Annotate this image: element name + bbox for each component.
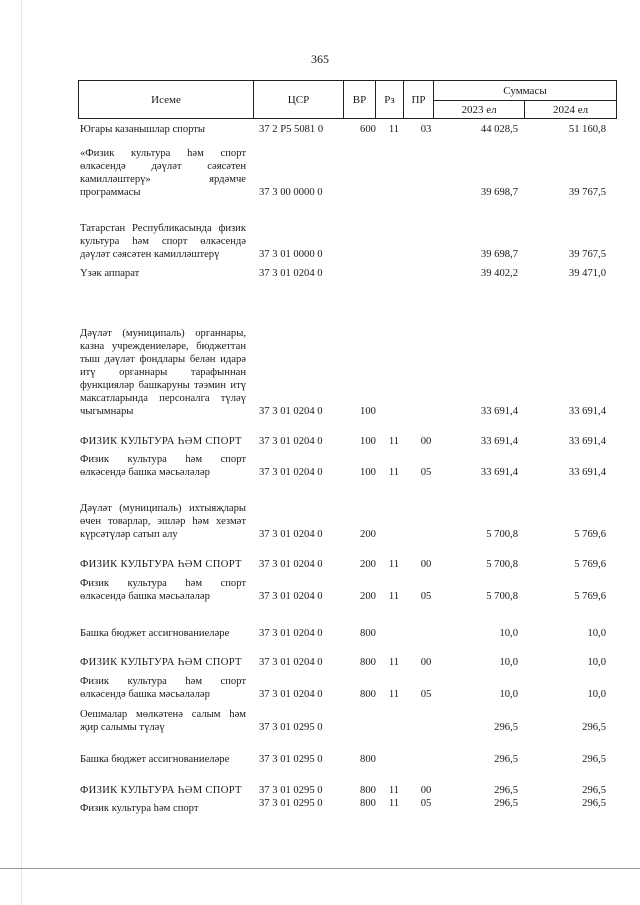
row-pr: 00 xyxy=(420,657,432,668)
row-pr: 00 xyxy=(420,559,432,570)
table-row xyxy=(78,735,616,766)
row-pr: 05 xyxy=(420,467,432,478)
row-name: ФИЗИК КУЛЬТУРА ҺӘМ СПОРТ xyxy=(80,785,242,796)
row-pr: 00 xyxy=(420,436,432,447)
table-row xyxy=(78,606,616,640)
row-name: ФИЗИК КУЛЬТУРА ҺӘМ СПОРТ xyxy=(80,559,242,570)
row-csr: 37 3 01 0204 0 xyxy=(259,436,323,447)
row-name: Физик культура һәм спорт xyxy=(80,803,199,814)
row-value-2024: 33 691,4 xyxy=(568,406,606,417)
row-value-2024: 51 160,8 xyxy=(568,124,606,135)
table-row xyxy=(78,482,616,541)
table-row xyxy=(78,261,616,280)
row-vr: 800 xyxy=(360,628,376,639)
header-vr: ВР xyxy=(344,81,376,119)
row-csr: 37 3 01 0204 0 xyxy=(259,529,323,540)
row-value-2023: 296,5 xyxy=(494,754,518,765)
row-value-2024: 296,5 xyxy=(582,754,606,765)
scan-bottom-line xyxy=(0,868,640,869)
row-value-2024: 39 767,5 xyxy=(568,187,606,198)
table-row xyxy=(78,121,616,136)
row-value-2023: 39 402,2 xyxy=(480,268,518,279)
row-name: Татарстан Республикасында физик культура һәм спорт өлкәсендә дәүләт сәясәтен камилләштерү xyxy=(80,223,246,260)
row-value-2023: 10,0 xyxy=(499,689,518,700)
row-pr: 00 xyxy=(420,785,432,796)
row-rz: 11 xyxy=(388,436,400,447)
header-pr: ПР xyxy=(404,81,434,119)
row-csr: 37 3 01 0295 0 xyxy=(259,798,323,809)
row-name: Дәүләт (муниципаль) органнары, казна учреждениеләре, бюджеттан тыш дәүләт фондлары белән идарә итү органнары тарафыннан функцияләр башкаруны тәэмин итү максатларында персоналга түләү чыгымнары xyxy=(80,328,246,417)
table-row xyxy=(78,703,616,734)
row-name: Башка бюджет ассигнованиеләре xyxy=(80,628,230,639)
row-rz: 11 xyxy=(388,467,400,478)
row-name: Оешмалар мөлкәтенә салым һәм җир салымы түләү xyxy=(80,709,246,733)
row-value-2023: 39 698,7 xyxy=(480,187,518,198)
table-row xyxy=(78,201,616,261)
row-csr: 37 3 01 0204 0 xyxy=(259,268,323,279)
row-csr: 37 3 01 0204 0 xyxy=(259,559,323,570)
row-csr: 37 3 01 0204 0 xyxy=(259,689,323,700)
header-name: Исеме xyxy=(79,81,254,119)
row-vr: 600 xyxy=(360,124,376,135)
row-csr: 37 3 01 0295 0 xyxy=(259,785,323,796)
scan-edge-line xyxy=(21,0,22,905)
table-body xyxy=(78,121,616,820)
row-value-2023: 39 698,7 xyxy=(480,249,518,260)
row-vr: 200 xyxy=(360,559,376,570)
row-value-2024: 5 769,6 xyxy=(574,591,606,602)
row-rz: 11 xyxy=(388,689,400,700)
row-rz: 11 xyxy=(388,798,400,809)
row-vr: 800 xyxy=(360,785,376,796)
header-year-2023: 2023 ел xyxy=(434,101,525,119)
row-vr: 200 xyxy=(360,529,376,540)
table-row xyxy=(78,140,616,199)
row-value-2024: 296,5 xyxy=(582,798,606,809)
table-row xyxy=(78,800,616,820)
row-rz: 11 xyxy=(388,559,400,570)
row-value-2023: 10,0 xyxy=(499,657,518,668)
row-rz: 11 xyxy=(388,591,400,602)
row-csr: 37 3 01 0204 0 xyxy=(259,406,323,417)
row-name: ФИЗИК КУЛЬТУРА ҺӘМ СПОРТ xyxy=(80,657,242,668)
row-vr: 100 xyxy=(360,467,376,478)
row-value-2023: 44 028,5 xyxy=(480,124,518,135)
row-vr: 800 xyxy=(360,754,376,765)
row-name: Югары казанышлар спорты xyxy=(80,124,206,135)
row-name: Физик культура һәм спорт өлкәсендә башка мәсьәләләр xyxy=(80,578,246,602)
header-rz: Рз xyxy=(376,81,404,119)
row-vr: 800 xyxy=(360,798,376,809)
header-csr: ЦСР xyxy=(254,81,344,119)
row-csr: 37 3 01 0204 0 xyxy=(259,467,323,478)
row-value-2024: 10,0 xyxy=(587,657,606,668)
header-year-2024: 2024 ел xyxy=(525,101,617,119)
row-value-2023: 296,5 xyxy=(494,722,518,733)
row-csr: 37 3 01 0295 0 xyxy=(259,722,323,733)
row-value-2024: 33 691,4 xyxy=(568,436,606,447)
row-vr: 100 xyxy=(360,406,376,417)
row-value-2023: 33 691,4 xyxy=(480,467,518,478)
row-value-2023: 5 700,8 xyxy=(486,529,518,540)
table-row xyxy=(78,641,616,669)
row-vr: 100 xyxy=(360,436,376,447)
row-rz: 11 xyxy=(388,124,400,135)
row-value-2024: 296,5 xyxy=(582,785,606,796)
row-rz: 11 xyxy=(388,657,400,668)
row-value-2023: 296,5 xyxy=(494,798,518,809)
row-name: ФИЗИК КУЛЬТУРА ҺӘМ СПОРТ xyxy=(80,436,242,447)
row-vr: 800 xyxy=(360,689,376,700)
row-csr: 37 3 01 0204 0 xyxy=(259,657,323,668)
row-pr: 03 xyxy=(420,124,432,135)
page-number: 365 xyxy=(311,52,329,66)
table-row xyxy=(78,449,616,479)
row-name: Дәүләт (муниципаль) ихтыяҗлары өчен товарлар, эшләр һәм хезмәт күрсәтүләр сатып алу xyxy=(80,503,246,540)
row-csr: 37 3 01 0295 0 xyxy=(259,754,323,765)
row-value-2023: 10,0 xyxy=(499,628,518,639)
row-value-2023: 33 691,4 xyxy=(480,436,518,447)
row-name: Башка бюджет ассигнованиеләре xyxy=(80,754,230,765)
row-value-2023: 5 700,8 xyxy=(486,559,518,570)
table-row xyxy=(78,669,616,701)
row-name: Физик культура һәм спорт өлкәсендә башка мәсьәләләр xyxy=(80,676,246,700)
row-value-2023: 296,5 xyxy=(494,785,518,796)
row-rz: 11 xyxy=(388,785,400,796)
row-value-2024: 39 767,5 xyxy=(568,249,606,260)
row-csr: 37 3 01 0000 0 xyxy=(259,249,323,260)
row-value-2024: 5 769,6 xyxy=(574,529,606,540)
header-sums: Суммасы xyxy=(434,81,617,101)
row-csr: 37 2 Р5 5081 0 xyxy=(259,124,324,135)
table-row xyxy=(78,766,616,797)
table-row xyxy=(78,541,616,571)
row-pr: 05 xyxy=(420,591,432,602)
row-pr: 05 xyxy=(420,689,432,700)
row-vr: 200 xyxy=(360,591,376,602)
row-csr: 37 3 01 0204 0 xyxy=(259,591,323,602)
row-value-2024: 33 691,4 xyxy=(568,467,606,478)
row-csr: 37 3 01 0204 0 xyxy=(259,628,323,639)
table-row xyxy=(78,282,616,418)
row-value-2024: 39 471,0 xyxy=(568,268,606,279)
row-value-2024: 10,0 xyxy=(587,628,606,639)
row-value-2024: 296,5 xyxy=(582,722,606,733)
row-value-2023: 5 700,8 xyxy=(486,591,518,602)
table-row xyxy=(78,573,616,603)
row-value-2023: 33 691,4 xyxy=(480,406,518,417)
row-name: Үзәк аппарат xyxy=(80,268,140,279)
row-value-2024: 10,0 xyxy=(587,689,606,700)
row-vr: 800 xyxy=(360,657,376,668)
row-name: Физик культура һәм спорт өлкәсендә башка мәсьәләләр xyxy=(80,454,246,478)
table-header xyxy=(78,80,617,119)
row-pr: 05 xyxy=(420,798,432,809)
row-value-2024: 5 769,6 xyxy=(574,559,606,570)
row-name: «Физик культура һәм спорт өлкәсендә дәүләт сәясәтен камилләштерү» ярдәмче программасы xyxy=(80,148,246,198)
table-row xyxy=(78,418,616,448)
row-csr: 37 3 00 0000 0 xyxy=(259,187,323,198)
